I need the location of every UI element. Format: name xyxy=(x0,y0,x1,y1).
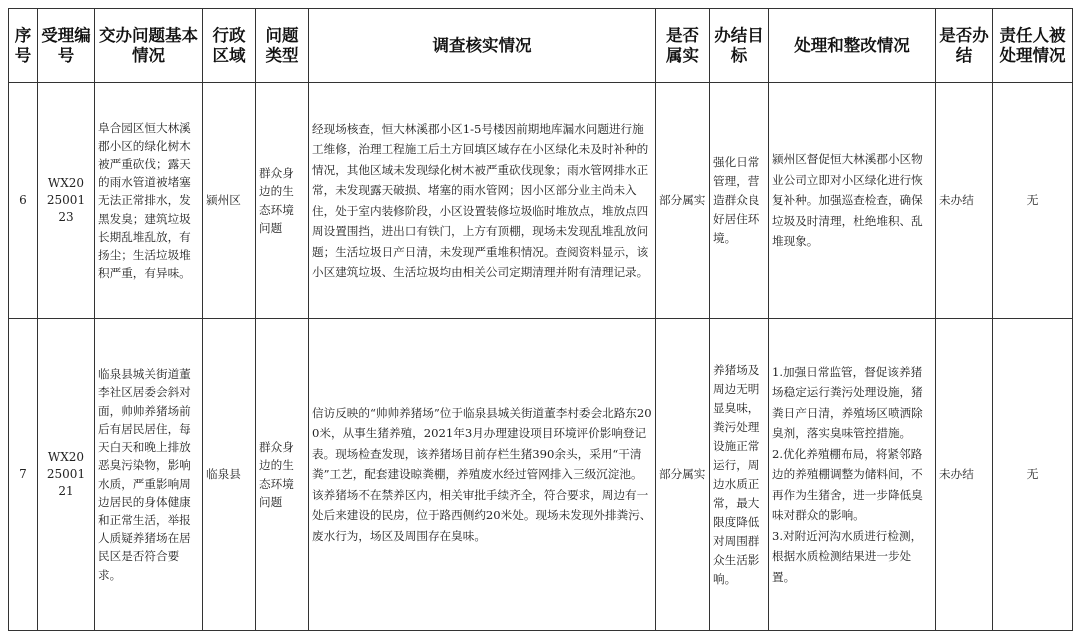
header-id: 受理编号 xyxy=(38,9,95,83)
row-action: 1.加强日常监管，督促该养猪场稳定运行粪污处理设施，猪粪日产日清，养殖场区喷洒除臭剂，落实臭味管控措施。 2.优化养殖棚布局，将紧邻路边的养殖棚调整为储料间，不再作为生猪舍，进一步降低臭味对群众的影响。 3.对附近河沟水质进行检测，根据水质检测结果进一步处置。 xyxy=(769,319,936,631)
header-no: 序号 xyxy=(9,9,38,83)
header-issue: 交办问题基本情况 xyxy=(95,9,203,83)
complaint-table xyxy=(8,8,1073,631)
row-goal: 养猪场及周边无明显臭味，粪污处理设施正常运行，周边水质正常，最大限度降低对周围群众生活影响。 xyxy=(710,319,769,631)
row-type: 群众身边的生态环境问题 xyxy=(256,319,309,631)
header-verified: 是否属实 xyxy=(656,9,710,83)
header-action: 处理和整改情况 xyxy=(769,9,936,83)
header-closed: 是否办结 xyxy=(936,9,993,83)
row-closed: 未办结 xyxy=(936,319,993,631)
row-no: 7 xyxy=(9,319,38,631)
row-id: WX20 25001 21 xyxy=(38,319,95,631)
row-region: 颍州区 xyxy=(203,83,256,319)
row-closed: 未办结 xyxy=(936,83,993,319)
row-region: 临泉县 xyxy=(203,319,256,631)
row-no: 6 xyxy=(9,83,38,319)
table-row xyxy=(9,83,1073,319)
header-row xyxy=(9,9,1073,83)
row-id: WX20 25001 23 xyxy=(38,83,95,319)
row-goal: 强化日常管理，营造群众良好居住环境。 xyxy=(710,83,769,319)
header-investigation: 调查核实情况 xyxy=(309,9,656,83)
header-type: 问题类型 xyxy=(256,9,309,83)
header-region: 行政区域 xyxy=(203,9,256,83)
row-investigation: 经现场核查，恒大林溪郡小区1-5号楼因前期地库漏水问题进行施工维修，治理工程施工后土方回填区域存在小区绿化未及时补种的情况，其他区域未发现绿化树木被严重砍伐现象；雨水管网排水正常，未发现露天破损、堵塞的雨水管网；因小区部分业主尚未入住，处于室内装修阶段，小区设置装修垃圾临时堆放点，堆放点四周设置围挡，进出口有铁门，上方有顶棚，现场未发现乱堆乱放问题；生活垃圾日产日清，未发现严重堆积情况。查阅资料显示，该小区建筑垃圾、生活垃圾均由相关公司定期清理并附有清理记录。 xyxy=(309,83,656,319)
row-type: 群众身边的生态环境问题 xyxy=(256,83,309,319)
header-accountability: 责任人被处理情况 xyxy=(993,9,1073,83)
row-issue: 临泉县城关街道董李社区居委会斜对面，帅帅养猪场前后有居民居住，每天白天和晚上排放恶臭污染物，影响水质，严重影响周边居民的身体健康和正常生活，举报人质疑养猪场在居民区是否符合要求。 xyxy=(95,319,203,631)
row-accountability: 无 xyxy=(993,319,1073,631)
row-verified: 部分属实 xyxy=(656,83,710,319)
header-goal: 办结目标 xyxy=(710,9,769,83)
row-issue: 阜合园区恒大林溪郡小区的绿化树木被严重砍伐；露天的雨水管道被堵塞无法正常排水，发黑发臭；建筑垃圾长期乱堆乱放，有扬尘；生活垃圾堆积严重，有异味。 xyxy=(95,83,203,319)
table-row xyxy=(9,319,1073,631)
row-verified: 部分属实 xyxy=(656,319,710,631)
row-accountability: 无 xyxy=(993,83,1073,319)
row-action: 颍州区督促恒大林溪郡小区物业公司立即对小区绿化进行恢复补种。加强巡查检查，确保垃圾及时清理，杜绝堆积、乱堆现象。 xyxy=(769,83,936,319)
row-investigation: 信访反映的“帅帅养猪场”位于临泉县城关街道董李村委会北路东200米，从事生猪养殖，2021年3月办理建设项目环境评价影响登记表。现场检查发现，该养猪场目前存栏生猪390余头，采用“干清粪”工艺，配套建设晾粪棚，养殖废水经过管网排入三级沉淀池。该养猪场不在禁养区内，相关审批手续齐全，符合要求，周边有一处后来建设的民房，位于路西侧约20米处。现场未发现外排粪污、废水行为，场区及周围存在臭味。 xyxy=(309,319,656,631)
